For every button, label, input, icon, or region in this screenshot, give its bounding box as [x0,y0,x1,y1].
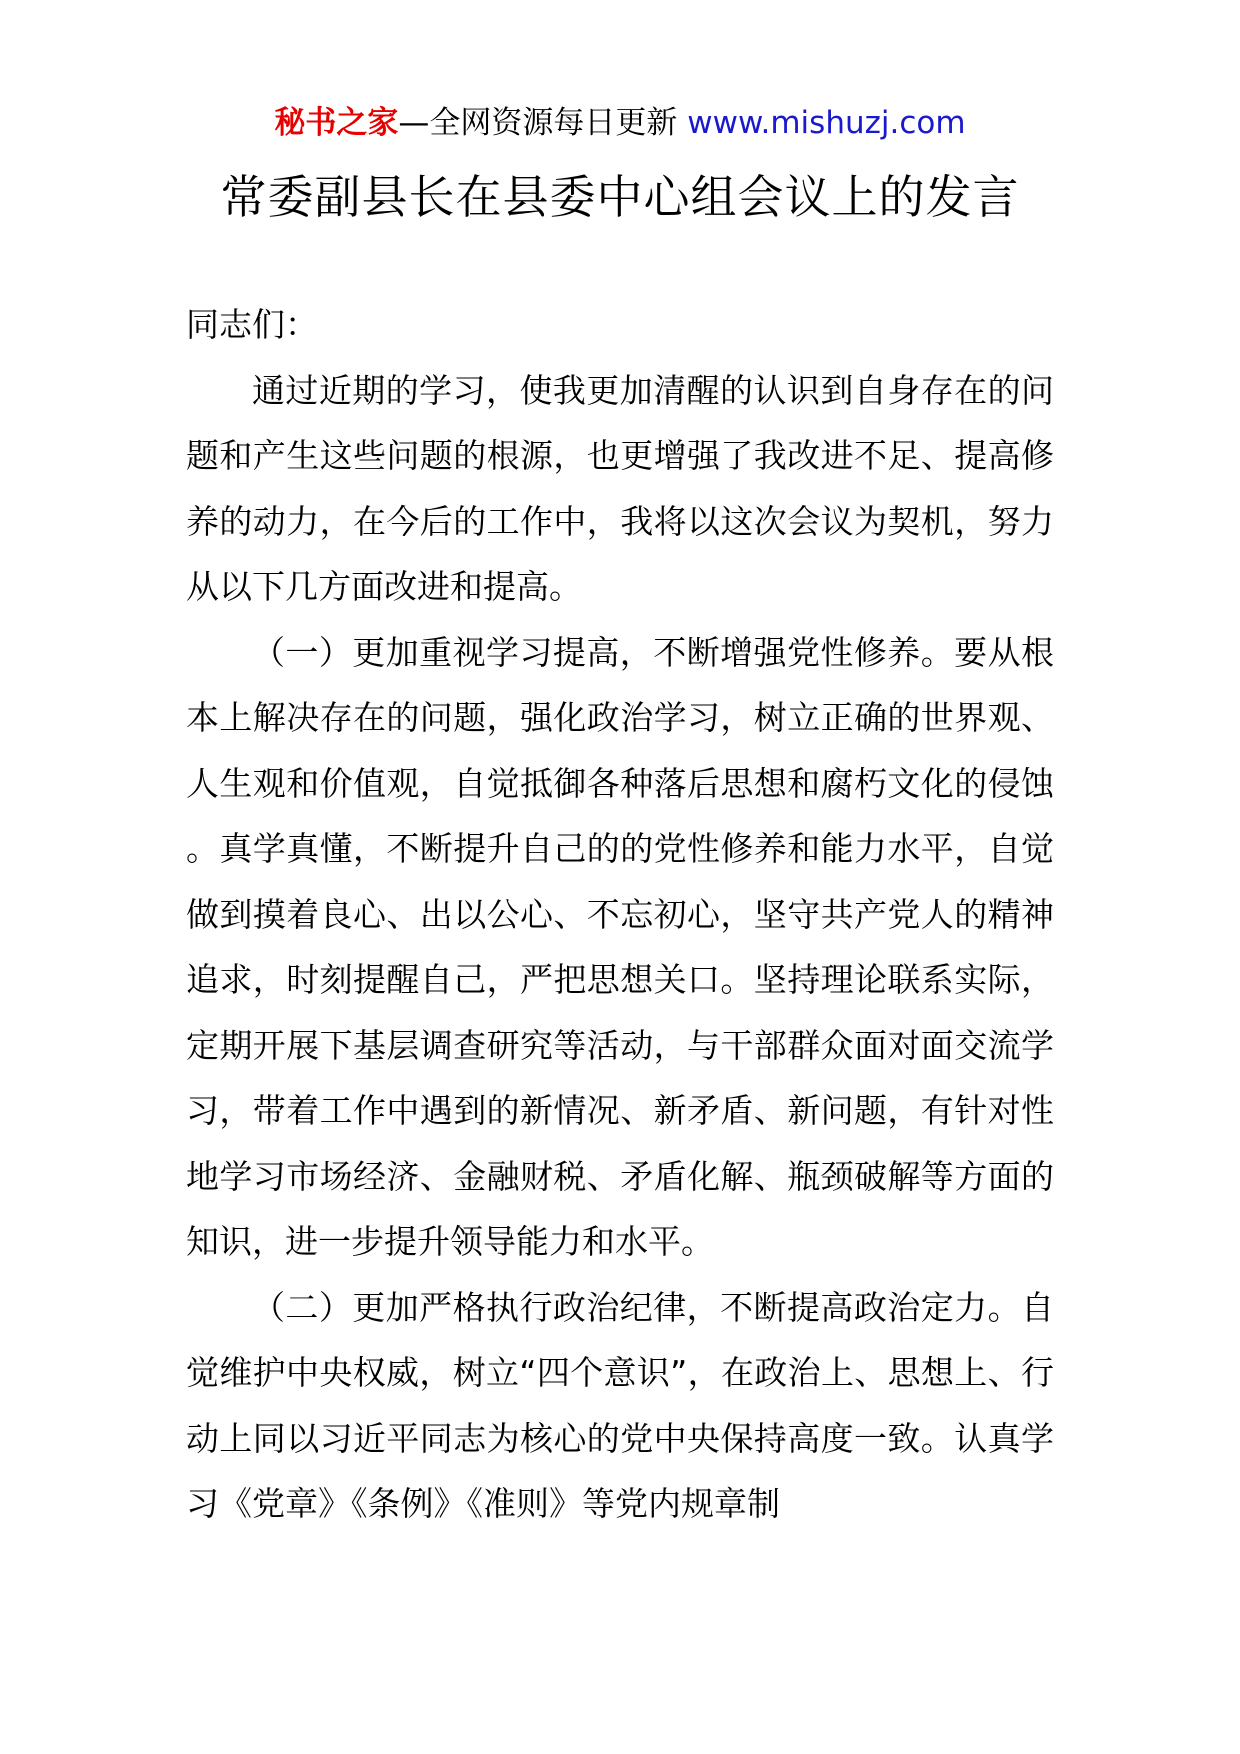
document-body [186,292,1054,1537]
site-url-link[interactable]: www.mishuzj.com [687,105,966,141]
paragraph-intro: 通过近期的学习，使我更加清醒的认识到自身存在的问题和产生这些问题的根源，也更增强了我改进不足、提高修养的动力，在今后的工作中，我将以这次会议为契机，努力从以下几方面改进和提高。 [186,370,1054,606]
document-title: 常委副县长在县委中心组会议上的发言 [220,170,1020,224]
salutation: 同志们： [186,305,318,344]
site-slogan: —全网资源每日更新 [398,105,678,141]
paragraph-section-1: （一）更加重视学习提高，不断增强党性修养。要从根本上解决存在的问题，强化政治学习，树立正确的世界观、人生观和价值观，自觉抵御各种落后思想和腐朽文化的侵蚀。真学真懂，不断提升自己的的党性修养和能力水平，自觉做到摸着良心、出以公心、不忘初心，坚守共产党人的精神追求，时刻提醒自己，严把思想关口。坚持理论联系实际，定期开展下基层调查研究等活动，与干部群众面对面交流学习，带着工作中遇到的新情况、新矛盾、新问题，有针对性地学习市场经济、金融财税、矛盾化解、瓶颈破解等方面的知识，进一步提升领导能力和水平。 [186,632,1054,1261]
paragraph-section-2: （二）更加严格执行政治纪律，不断提高政治定力。自觉维护中央权威，树立“四个意识”，在政治上、思想上、行动上同以习近平同志为核心的党中央保持高度一致。认真学习《党章》《条例》《准则》等党内规章制 [186,1287,1054,1523]
site-header [0,100,1240,146]
brand-name: 秘书之家 [274,105,399,141]
